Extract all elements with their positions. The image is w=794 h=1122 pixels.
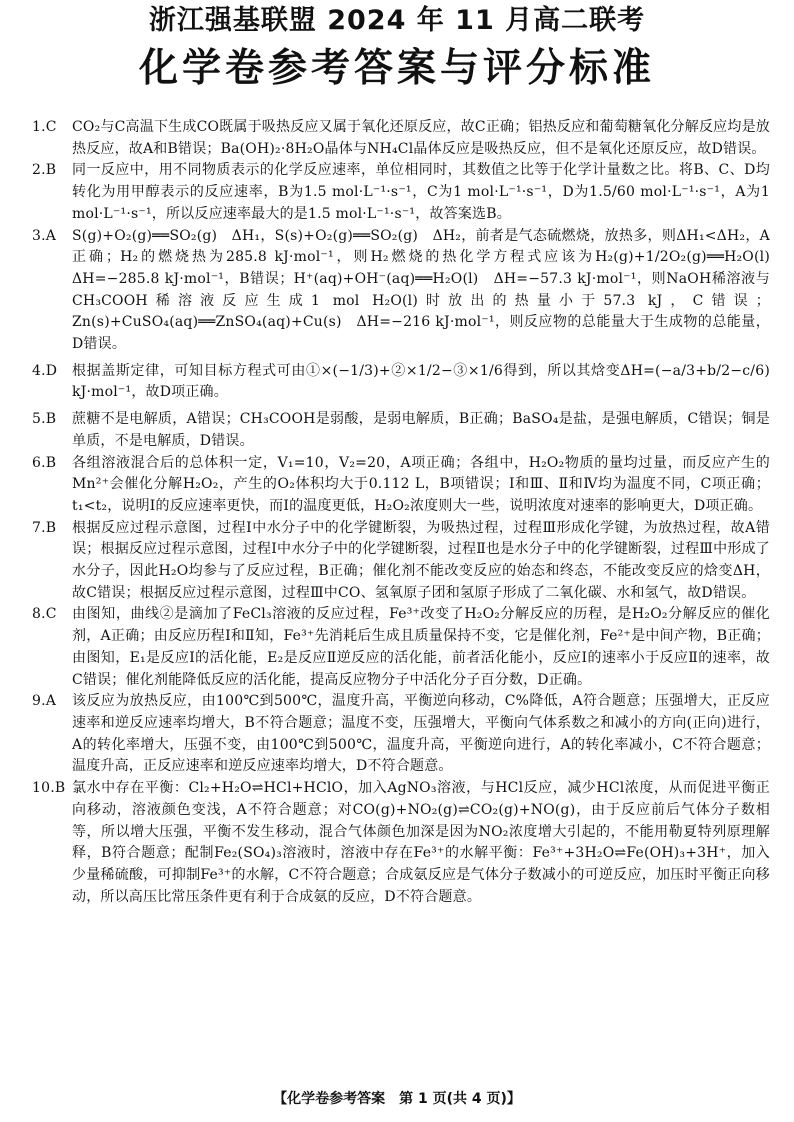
exam-title: 浙江强基联盟 2024 年 11 月高二联考 [148, 5, 646, 36]
answer-item-7 [32, 518, 770, 605]
answer-item-8 [32, 604, 770, 691]
page-header [0, 4, 794, 94]
answer-explanation: 由图知，曲线②是滴加了FeCl₃溶液的反应过程，Fe³⁺改变了H₂O₂分解反应的历程，是H₂O₂分解反应的催化剂，A正确；由反应历程Ⅰ和Ⅱ知，Fe³⁺先消耗后生成且质量保持不变，它是催化剂，Fe²⁺是中间产物，B正确；由图知，E₁是反应Ⅰ的活化能，E₂是反应Ⅱ逆反应的活化能，前者活化能小，反应Ⅰ的速率小于反应Ⅱ的速率，故C错误；催化剂能降低反应的活化能，提高反应物分子中活化分子百分数，D正确。 [72, 606, 770, 688]
answer-item-5 [32, 409, 770, 452]
answer-number: 8.C [32, 606, 57, 623]
answer-number: 7.B [32, 519, 57, 536]
answer-explanation: 蔗糖不是电解质，A错误；CH₃COOH是弱酸，是弱电解质，B正确；BaSO₄是盐，是强电解质，C错误；铜是单质，不是电解质，D错误。 [72, 411, 770, 449]
answer-explanation: S(g)+O₂(g)══SO₂(g) ΔH₁，S(s)+O₂(g)══SO₂(g) ΔH₂，前者是气态硫燃烧，放热多，则ΔH₁<ΔH₂，A正确；H₂的燃烧热为285.8 kJ·mol⁻¹，则H₂燃烧的热化学方程式应该为H₂(g)+1/2O₂(g)══H₂O(l) ΔH=−285.8 kJ·mol⁻¹，B错误；H⁺(aq)+OH⁻(aq)══H₂O(l) ΔH=−57.3 kJ·mol⁻¹，则NaOH稀溶液与CH₃COOH稀溶液反应生成1 mol H₂O(l)时放出的热量小于57.3 kJ，C错误；Zn(s)+CuSO₄(aq)══ZnSO₄(aq)+Cu(s) ΔH=−216 kJ·mol⁻¹，则反应物的总能量大于生成物的总能量，D错误。 [72, 227, 785, 353]
answer-item-3 [32, 226, 785, 356]
answer-number: 10.B [32, 780, 66, 797]
answer-explanation: 根据盖斯定律，可知目标方程式可由①×(−1/3)+②×1/2−③×1/6得到，所以其焓变ΔH=(−a/3+b/2−c/6) kJ·mol⁻¹，故D项正确。 [72, 362, 770, 401]
answer-item-10 [32, 778, 770, 908]
answer-explanation: 根据反应过程示意图，过程Ⅰ中水分子中的化学键断裂，为吸热过程，过程Ⅲ形成化学键，为放热过程，故A错误；根据反应过程示意图，过程Ⅰ中水分子中的化学键断裂，过程Ⅱ也是水分子中的化学键断裂，过程Ⅲ中形成了水分子，因此H₂O均参与了反应过程，B正确；催化剂不能改变反应的始态和终态，不能改变反应的焓变ΔH，故C错误；根据反应过程示意图，过程Ⅲ中CO、氢氧原子团和氢原子形成了二氧化碳、水和氢气，故D错误。 [72, 519, 770, 601]
answer-item-9 [32, 691, 770, 778]
answer-explanation: 同一反应中，用不同物质表示的化学反应速率，单位相同时，其数值之比等于化学计量数之比。将B、C、D均转化为用甲醇表示的反应速率，B为1.5 mol·L⁻¹·s⁻¹，C为1 mol·L⁻¹·s⁻¹，D为1.5/60 mol·L⁻¹·s⁻¹，A为1 mol·L⁻¹·s⁻¹，所以反应速率最大的是1.5 mol·L⁻¹·s⁻¹，故答案选B。 [72, 162, 770, 222]
answer-item-6 [32, 453, 770, 518]
answer-number: 1.C [32, 119, 57, 135]
answer-number: 4.D [32, 362, 58, 379]
answer-explanation: 该反应为放热反应，由100℃到500℃，温度升高，平衡逆向移动，C%降低，A符合题意；压强增大，正反应速率和逆反应速率均增大，B不符合题意；温度不变，压强增大，平衡向气体系数之和减小的方向(正向)进行，A的转化率增大，压强不变，由100℃到500℃，温度升高，平衡逆向进行，A的转化率减小，C不符合题意；温度升高，正反应速率和逆反应速率均增大，D不符合题意。 [72, 693, 770, 775]
answer-number: 2.B [32, 162, 57, 179]
document-title: 化学卷参考答案与评分标准 [138, 46, 655, 91]
answer-item-2 [32, 160, 770, 225]
answer-number: 9.A [32, 693, 57, 710]
answer-explanation: CO₂与C高温下生成CO既属于吸热反应又属于氧化还原反应，故C正确；铝热反应和葡萄糖氧化分解反应均是放热反应，故A和B错误；Ba(OH)₂·8H₂O晶体与NH₄Cl晶体反应是吸热反应，但不是氧化还原反应，故D错误。 [72, 119, 770, 157]
answer-item-1 [32, 117, 770, 160]
answer-explanation: 氯水中存在平衡：Cl₂+H₂O⇌HCl+HClO，加入AgNO₃溶液，与HCl反应，减少HCl浓度，从而促进平衡正向移动，溶液颜色变浅，A不符合题意；对CO(g)+NO₂(g)⇌CO₂(g)+NO(g)，由于反应前后气体分子数相等，所以增大压强，平衡不发生移动，混合气体颜色加深是因为NO₂浓度增大引起的，不能用勒夏特列原理解释，B符合题意；配制Fe₂(SO₄)₃溶液时，溶液中存在Fe³⁺的水解平衡：Fe³⁺+3H₂O⇌Fe(OH)₃+3H⁺，加入少量稀硫酸，可抑制Fe³⁺的水解，C不符合题意；合成氨反应是气体分子数减小的可逆反应，加压时平衡正向移动，所以高压比常压条件更有利于合成氨的反应，D不符合题意。 [72, 780, 770, 905]
page-footer: 【化学卷参考答案 第 1 页(共 4 页)】 [273, 1091, 521, 1107]
answer-number: 3.A [32, 227, 57, 244]
answer-number: 5.B [32, 411, 57, 428]
answer-explanation: 各组溶液混合后的总体积一定，V₁=10，V₂=20，A项正确；各组中，H₂O₂物质的量均过量，而反应产生的Mn²⁺会催化分解H₂O₂，产生的O₂体积均大于0.112 L，B项错误；Ⅰ和Ⅲ、Ⅱ和Ⅳ均为温度不同，C项正确；t₁<t₂，说明Ⅰ的反应速率更快，而Ⅰ的温度更低，H₂O₂浓度则大一些，说明浓度对速率的影响更大，D项正确。 [72, 454, 770, 514]
answer-number: 6.B [32, 454, 57, 471]
answer-item-4 [32, 361, 770, 404]
answer-list [32, 117, 785, 908]
